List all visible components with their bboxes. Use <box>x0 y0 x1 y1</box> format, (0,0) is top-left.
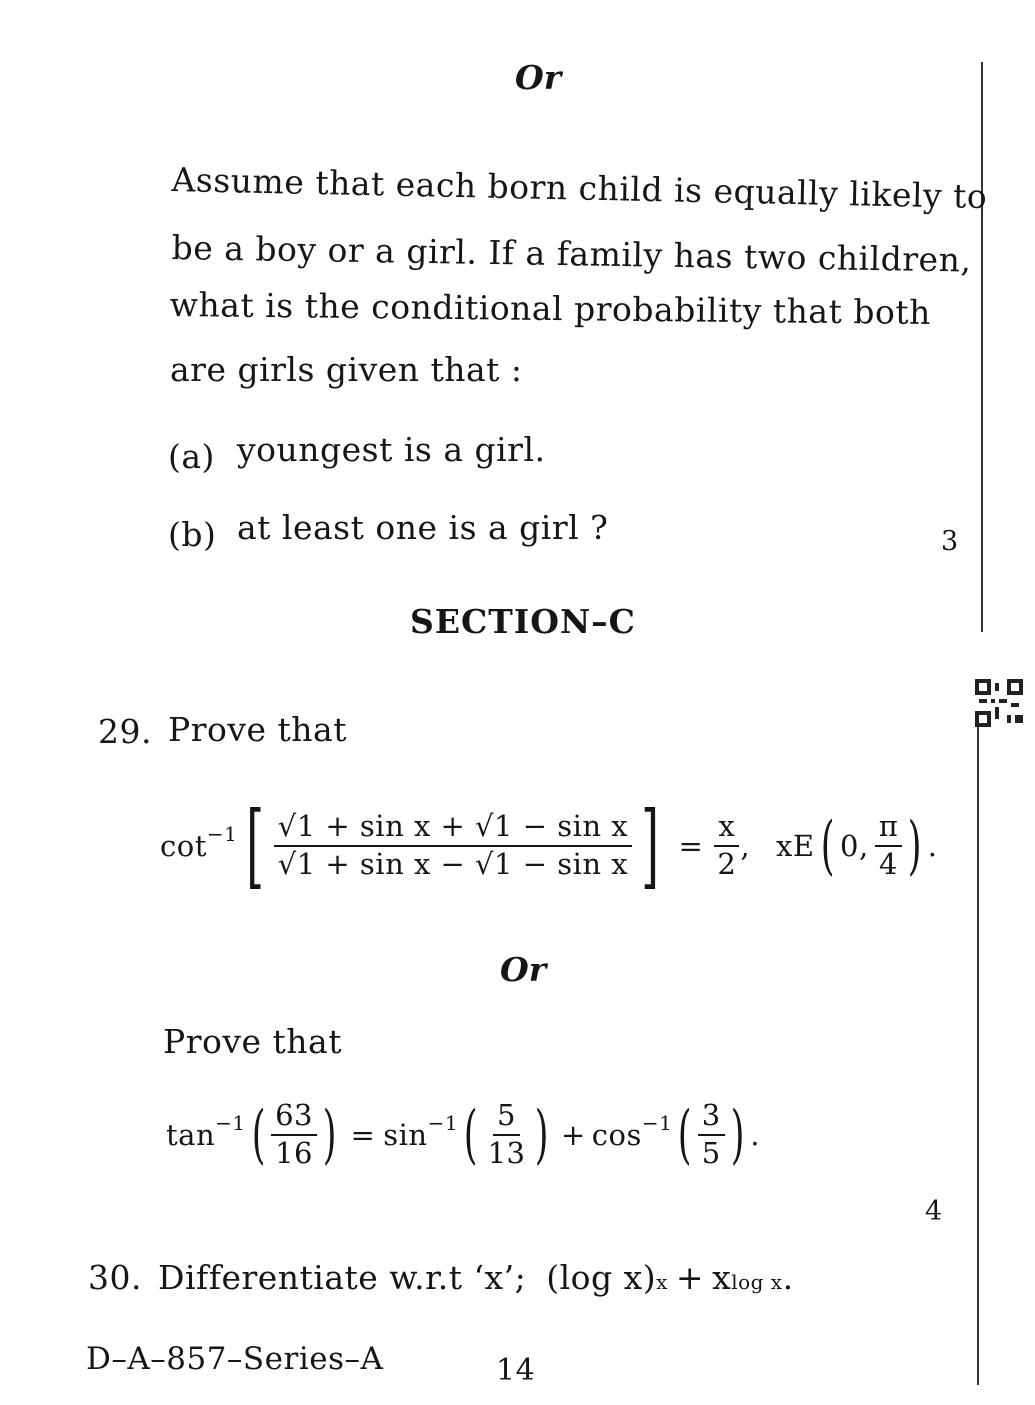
eq2-end: . <box>750 1117 760 1152</box>
q30-expr2-base: x <box>712 1258 732 1297</box>
cot-numerator: √1 + sin x + √1 − sin x <box>274 811 632 847</box>
plus-sign: + <box>560 1117 586 1152</box>
question-line-3: what is the conditional probability that both <box>169 285 932 332</box>
margin-rule-bottom <box>977 720 979 1385</box>
domain-num: π <box>875 811 903 847</box>
domain-prefix: xE <box>776 829 815 863</box>
rhs-fraction <box>713 811 740 881</box>
section-heading: SECTION–C <box>410 602 636 641</box>
q30-expr-base: (log x) <box>546 1258 657 1297</box>
cos-den: 5 <box>701 1135 721 1170</box>
cot-power: −1 <box>206 822 238 846</box>
cos-power: −1 <box>641 1110 673 1135</box>
tan-func: tan <box>166 1117 216 1152</box>
q29-prompt: Prove that <box>168 710 347 749</box>
page-number: 14 <box>496 1353 536 1388</box>
margin-rule-top <box>981 62 983 632</box>
part-a-text: youngest is a girl. <box>237 430 546 469</box>
q30-end: . <box>782 1258 794 1297</box>
part-b-label: (b) <box>168 515 217 554</box>
sin-den: 13 <box>487 1135 526 1170</box>
equals-sign: = <box>678 829 704 863</box>
q30-expr2-exp: log x <box>731 1270 783 1294</box>
q30-text: Differentiate w.r.t ‘x’; <box>158 1258 527 1297</box>
cot-func: cot <box>160 829 207 863</box>
marks-q29: 4 <box>925 1196 943 1227</box>
eq1-end: . <box>927 829 938 863</box>
sin-func: sin <box>383 1117 428 1152</box>
part-a-label: (a) <box>168 437 215 476</box>
q30-line <box>158 1258 794 1297</box>
question-line-1: Assume that each born child is equally likely to <box>171 160 988 217</box>
domain-fraction <box>875 811 903 881</box>
footer-code: D–A–857–Series–A <box>86 1341 384 1377</box>
tan-fraction <box>271 1100 317 1170</box>
q29-number: 29. <box>98 712 152 751</box>
marks-q28: 3 <box>941 526 959 557</box>
rhs-den: 2 <box>717 847 737 881</box>
tan-den: 16 <box>275 1135 313 1170</box>
domain-open: 0, <box>840 829 869 863</box>
q30-number: 30. <box>88 1258 142 1297</box>
rhs-num: x <box>714 811 739 847</box>
q29-equation-1: cot $^{-1}$ [ $\frac{\text{√1 + sin x + √1 − sin x}}{\text{√1 + sin x − √1 − sin x}}$ ] = $\frac{x}{2}$ , xE ( 0, $\frac{\pi}{4}$ ) . <box>160 792 938 899</box>
question-line-2: be a boy or a girl. If a family has two children, <box>171 228 972 280</box>
cos-num: 3 <box>698 1100 725 1136</box>
q30-plus: + <box>675 1258 705 1297</box>
part-b-text: at least one is a girl ? <box>237 508 609 547</box>
equals-sign-2: = <box>350 1117 376 1152</box>
comma: , <box>740 829 751 863</box>
cot-denominator: √1 + sin x − √1 − sin x <box>277 847 629 881</box>
question-line-4: are girls given that : <box>170 350 523 389</box>
cos-func: cos <box>591 1117 642 1152</box>
domain-den: 4 <box>879 847 898 881</box>
cos-fraction <box>698 1100 725 1170</box>
sin-fraction <box>484 1100 530 1170</box>
sin-num: 5 <box>493 1100 520 1136</box>
q29-equation-2: tan $^{-1}$ ( $\frac{63}{16}$ ) = sin $^{-1}$ ( $\frac{5}{13}$ ) + cos $^{-1}$ ( $\frac{3}{5}$ ) . <box>166 1097 760 1172</box>
or-heading-q29: Or <box>500 950 547 989</box>
tan-power: −1 <box>215 1110 246 1135</box>
sin-power: −1 <box>427 1110 459 1135</box>
q29-prompt-2: Prove that <box>163 1022 342 1061</box>
q30-expr-exp: x <box>656 1270 668 1294</box>
tan-num: 63 <box>271 1100 317 1136</box>
qr-code-icon <box>975 679 1023 727</box>
cot-fraction <box>274 811 632 881</box>
or-heading-top: Or <box>515 58 562 97</box>
